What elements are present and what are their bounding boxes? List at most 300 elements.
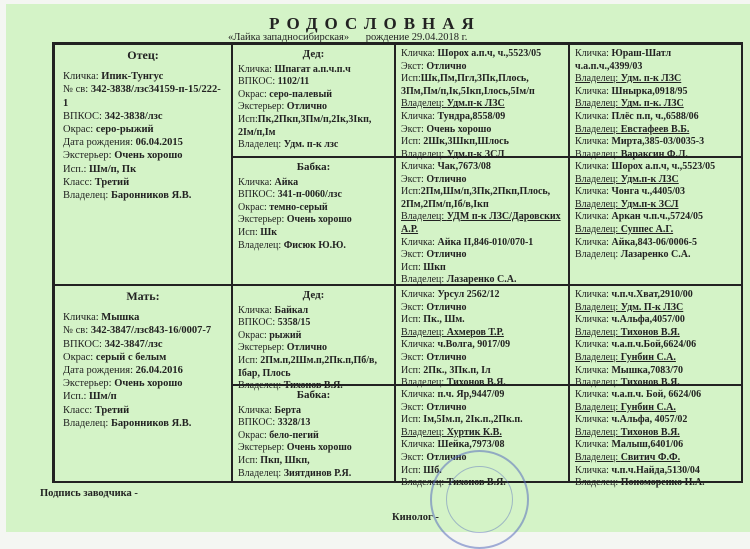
field-label: Кличка: — [401, 289, 438, 300]
field-label: Владелец: — [401, 274, 447, 286]
field-label: Исп: — [401, 364, 424, 376]
field-value: Пк,2Пкп,3Пм/п,2Iк,3Iкп, 2Iм/п,Iм — [238, 113, 372, 138]
field-label: Владелец: — [575, 249, 621, 261]
field-label: Окрас: — [63, 124, 96, 136]
field-label: Класс: — [63, 176, 95, 188]
field-value: Очень хорошо — [114, 150, 183, 162]
field-value: 2Пм.п,2Шм.п,2Пк.п,Пб/в, Iбар, Плось — [238, 354, 377, 379]
field-value: Отлично — [426, 351, 467, 363]
pedigree-line — [575, 365, 737, 378]
field-label: Владелец: — [575, 198, 621, 210]
field-value: Шк,Пм,Пгл,3Пк,Плось, 3Пм,Пм/п,Iк,5Iкп,Iлось,5Iм/п — [401, 73, 535, 97]
field-label: Экст: — [401, 60, 427, 72]
field-label: Владелец: — [575, 123, 621, 135]
field-value: Чак,7673/08 — [437, 161, 491, 172]
field-value: Отлично — [426, 60, 467, 72]
field-value: Гунбин С.А. — [620, 401, 676, 413]
field-label: ВПКОС: — [238, 317, 278, 329]
pedigree-line — [238, 76, 389, 89]
field-label: Кличка: — [575, 48, 612, 59]
field-value: Тихонов В.Я. — [620, 326, 680, 338]
field-value: Шкп — [423, 261, 446, 273]
field-label: ВПКОС: — [238, 76, 278, 88]
pedigree-line — [401, 111, 563, 124]
breeder-signature-label: Подпись заводчика - — [40, 488, 138, 499]
field-value: Шорох а.п.ч, ч.,5523/05 — [437, 48, 542, 59]
field-label: № св: — [63, 325, 91, 337]
field-label: Владелец: — [401, 98, 447, 110]
field-value: Лазаренко С.А. — [620, 249, 691, 261]
pedigree-line — [575, 186, 737, 199]
field-label: ВПКОС: — [238, 189, 278, 201]
pedigree-line — [575, 211, 737, 224]
pedigree-line — [575, 427, 737, 440]
pedigree-line — [63, 176, 223, 189]
pedigree-line — [401, 174, 563, 187]
pedigree-line — [63, 324, 223, 337]
field-label: Кличка: — [63, 312, 102, 324]
pedigree-line — [575, 414, 737, 427]
field-value: ч.Альфа, 4057/02 — [611, 414, 688, 426]
field-label: Владелец: — [575, 98, 621, 110]
field-label: Кличка: — [575, 464, 612, 476]
field-label: № св: — [63, 84, 91, 96]
pedigree-line — [63, 189, 223, 202]
field-value: Берта — [274, 404, 301, 416]
pedigree-line — [238, 330, 389, 343]
field-label: Владелец: — [575, 173, 621, 185]
field-label: Исп: — [401, 314, 424, 326]
pedigree-line — [575, 314, 737, 327]
field-label: Кличка: — [401, 439, 438, 451]
field-value: 342-3847/лзс — [104, 338, 163, 350]
field-value: Шм/п, Пк — [89, 163, 137, 175]
pedigree-line — [401, 262, 563, 275]
pedigree-line — [238, 355, 389, 380]
pedigree-line — [401, 302, 563, 315]
great-grandparents-cell — [569, 385, 743, 489]
field-value: Удм. п-к. ЛЗС — [620, 98, 684, 110]
field-value: Отлично — [286, 101, 327, 113]
field-value: п.ч. Яр,9447/09 — [437, 389, 505, 400]
field-label: Владелец: — [63, 190, 111, 202]
field-label: Владелец: — [238, 467, 284, 479]
great-grandparents-cell — [395, 44, 569, 160]
field-label: Окрас: — [63, 351, 96, 363]
document-title: РОДОСЛОВНАЯ — [269, 14, 481, 33]
field-label: Кличка: — [575, 339, 612, 351]
field-label: Владелец: — [238, 139, 284, 151]
field-value: Свитич Ф.Ф. — [620, 451, 681, 463]
pedigree-line — [63, 351, 223, 364]
field-value: Аркан ч.п.ч.,5724/05 — [611, 211, 703, 223]
cell-heading: Бабка: — [296, 389, 331, 401]
pedigree-line — [63, 311, 223, 324]
field-value: Айка — [274, 176, 299, 188]
pedigree-line — [401, 389, 563, 402]
field-value: Шейка,7973/08 — [437, 439, 505, 451]
pedigree-line — [401, 414, 563, 427]
pedigree-line — [575, 402, 737, 415]
field-value: Баронников Я.В. — [110, 417, 192, 429]
field-value: рыжий — [269, 329, 302, 341]
field-label: ВПКОС: — [63, 338, 105, 350]
pedigree-line — [401, 136, 563, 149]
paternal-grandmother-cell — [232, 157, 395, 285]
field-label: Кличка: — [401, 389, 438, 400]
field-value: Отлично — [426, 451, 467, 463]
field-value: Третий — [94, 176, 130, 188]
field-label: Исп: — [238, 354, 261, 366]
pedigree-line — [63, 417, 223, 430]
field-label: Исп: — [401, 73, 421, 85]
field-label: Дата рождения: — [63, 365, 136, 377]
field-value: Мирта,385-03/0035-3 — [611, 136, 705, 148]
field-value: Мышка,7083/70 — [611, 364, 684, 376]
pedigree-line — [401, 48, 563, 61]
field-value: Удм. п-к ЛЗС — [620, 73, 682, 85]
great-grandparents-cell — [395, 285, 569, 389]
field-value: ч.а.п.ч. Бой, 6624/06 — [611, 389, 702, 400]
pedigree-line — [401, 352, 563, 365]
field-value: Гунбин С.А. — [620, 351, 676, 363]
pedigree-line — [238, 405, 389, 418]
pedigree-line — [238, 89, 389, 102]
field-value: Удм.п-к ЗСЛ — [620, 198, 679, 210]
pedigree-line — [575, 73, 737, 86]
field-label: Исп: — [238, 113, 258, 125]
field-value: ч.а.п.ч.Бой,6624/06 — [611, 339, 697, 351]
field-value: Тихонов В.Я. — [446, 377, 506, 389]
great-grandparents-cell — [395, 157, 569, 285]
field-value: Очень хорошо — [286, 442, 352, 454]
pedigree-line — [575, 174, 737, 187]
pedigree-line — [238, 114, 389, 139]
field-label: Экстерьер: — [63, 150, 115, 162]
pedigree-line — [401, 249, 563, 262]
pedigree-line — [575, 237, 737, 250]
field-label: Кличка: — [238, 404, 275, 416]
great-grandparents-cell — [569, 157, 743, 285]
field-label: Владелец: — [575, 377, 621, 389]
field-label: Кличка: — [401, 339, 438, 351]
field-value: Урсул 2562/12 — [437, 289, 500, 300]
cell-heading: Мать: — [126, 289, 160, 303]
pedigree-line — [238, 417, 389, 430]
pedigree-line — [575, 465, 737, 478]
field-value: 2Пм,Шм/п,3Пк,2Пкп,Плось, 2Пм,2Пм/п,Iб/в,Iкп — [401, 186, 551, 210]
field-value: 342-3847/лзс843-16/0007-7 — [90, 325, 212, 337]
field-value: 2Пк., 3Пк.п, Iл — [423, 364, 491, 376]
pedigree-line — [63, 136, 223, 149]
field-value: Юраш-Шатл ч.а.п.ч.,4399/03 — [575, 48, 672, 72]
pedigree-line — [238, 442, 389, 455]
pedigree-line — [575, 477, 737, 490]
field-label: Экст: — [401, 249, 427, 261]
field-label: Кличка: — [401, 236, 438, 248]
field-value: ч.Альфа,4057/00 — [611, 314, 685, 326]
field-label: Владелец: — [238, 380, 284, 392]
field-value: Тихонов В.Я. — [620, 426, 680, 438]
field-label: Кличка: — [238, 304, 275, 316]
field-value: Отлично — [426, 301, 467, 313]
pedigree-line — [401, 402, 563, 415]
field-value: серый с белым — [95, 351, 167, 363]
field-value: Очень хорошо — [286, 214, 352, 226]
pedigree-line — [238, 64, 389, 77]
field-value: Тихонов В.Я. — [283, 380, 343, 392]
field-label: Исп: — [401, 136, 424, 148]
field-value: Удм.п-к ЗСЛ — [446, 148, 505, 160]
field-label: Экст: — [401, 301, 427, 313]
pedigree-line — [238, 342, 389, 355]
field-label: Экстерьер: — [238, 101, 287, 113]
pedigree-line — [63, 163, 223, 176]
field-label: Владелец: — [575, 326, 621, 338]
field-label: Кличка: — [401, 161, 438, 172]
pedigree-line — [575, 302, 737, 315]
field-label: Экст: — [401, 351, 427, 363]
maternal-grandfather-cell — [232, 285, 395, 392]
field-label: Экстерьер: — [238, 442, 287, 454]
field-value: Пономоренко Н.А. — [620, 477, 705, 489]
field-label: Владелец: — [575, 451, 621, 463]
field-label: Владелец: — [401, 477, 447, 489]
field-label: Окрас: — [238, 329, 270, 341]
field-value: Третий — [94, 404, 130, 416]
field-value: Удм. П-к ЛЗС — [620, 301, 684, 313]
pedigree-line — [575, 389, 737, 402]
field-value: серо-палевый — [269, 88, 333, 100]
field-label: Кличка: — [575, 414, 612, 426]
field-value: 5358/15 — [277, 317, 311, 329]
pedigree-line — [575, 224, 737, 237]
breed-name: «Лайка западносибирская» — [228, 32, 350, 43]
pedigree-line — [401, 365, 563, 378]
pedigree-line — [238, 202, 389, 215]
field-value: Мышка — [101, 312, 140, 324]
pedigree-line — [238, 189, 389, 202]
field-label: Кличка: — [575, 236, 612, 248]
pedigree-line — [63, 110, 223, 123]
field-value: Шм/п — [89, 391, 117, 403]
field-label: Кличка: — [575, 161, 612, 172]
paternal-grandfather-cell — [232, 44, 395, 157]
field-value: Чонга ч.,4405/03 — [611, 186, 686, 198]
great-grandparents-cell — [569, 285, 743, 389]
field-value: Отлично — [286, 342, 327, 354]
cynologist-signature-label: Кинолог - — [392, 512, 439, 523]
pedigree-line — [575, 249, 737, 262]
field-label: Кличка: — [575, 289, 612, 300]
pedigree-line — [575, 199, 737, 212]
great-grandparents-cell — [569, 44, 743, 160]
pedigree-line — [401, 124, 563, 137]
pedigree-line — [575, 136, 737, 149]
pedigree-line — [401, 211, 563, 236]
field-value: 342-3838/лзс34159-п-15/222-1 — [63, 84, 221, 109]
pedigree-table — [52, 42, 743, 489]
field-label: Владелец: — [401, 377, 447, 389]
field-label: Исп: — [401, 261, 424, 273]
pedigree-line — [401, 427, 563, 440]
field-label: Владелец: — [575, 301, 621, 313]
field-value: Евстафеев В.Б. — [620, 123, 690, 135]
pedigree-line — [401, 289, 563, 302]
pedigree-line — [238, 227, 389, 240]
field-label: Экст: — [401, 401, 427, 413]
field-value: Тихонов В.Я. — [620, 377, 680, 389]
field-value: УДМ п-к ЛЗС/Даровских А.Р. — [401, 211, 561, 235]
field-value: 06.04.2015 — [135, 137, 183, 149]
field-value: Очень хорошо — [426, 123, 492, 135]
pedigree-line — [238, 101, 389, 114]
field-label: Кличка: — [575, 389, 612, 400]
field-label: Исп: — [401, 464, 424, 476]
pedigree-line — [575, 111, 737, 124]
pedigree-line — [401, 161, 563, 174]
field-label: Окрас: — [238, 201, 270, 213]
pedigree-line — [63, 149, 223, 162]
field-label: Владелец: — [575, 223, 621, 235]
field-value: Суппес А.Г. — [620, 223, 674, 235]
cell-heading: Бабка: — [296, 161, 331, 173]
pedigree-line — [575, 327, 737, 340]
pedigree-line — [401, 73, 563, 98]
field-label: Владелец: — [575, 477, 621, 489]
pedigree-line — [401, 327, 563, 340]
field-label: Дата рождения: — [63, 137, 136, 149]
field-label: Владелец: — [401, 426, 447, 438]
field-value: Удм. п-к лзс — [283, 139, 339, 151]
father-cell — [54, 44, 232, 285]
field-label: Исп: — [238, 454, 261, 466]
field-label: Владелец: — [63, 417, 111, 429]
pedigree-line — [238, 468, 389, 481]
field-value: Шнырка,0918/95 — [611, 85, 688, 97]
pedigree-line — [63, 404, 223, 417]
pedigree-line — [238, 455, 389, 468]
field-value: Лазаренко С.А. — [446, 274, 517, 286]
field-label: Владелец: — [575, 426, 621, 438]
field-value: Малыш,6401/06 — [611, 439, 684, 451]
field-label: Владелец: — [575, 401, 621, 413]
pedigree-line — [575, 161, 737, 174]
pedigree-line — [575, 48, 737, 73]
field-label: Кличка: — [575, 211, 612, 223]
cell-heading: Дед: — [302, 48, 325, 60]
field-value: Iм,5Iм.п, 2Iк.п.,2Пк.п. — [423, 414, 523, 426]
maternal-grandmother-cell — [232, 385, 395, 483]
pedigree-line — [238, 305, 389, 318]
field-label: Кличка: — [575, 186, 612, 198]
field-value: Шпагат а.п.ч.п.ч — [274, 63, 351, 75]
field-label: Экст: — [401, 173, 427, 185]
birth-date: рождение 29.04.2018 г. — [365, 32, 468, 43]
field-label: Кличка: — [238, 63, 275, 75]
field-label: Экстерьер: — [63, 378, 115, 390]
field-value: Айка II,846-010/070-1 — [437, 236, 534, 248]
pedigree-line — [401, 237, 563, 250]
field-value: Отлично — [426, 401, 467, 413]
field-value: Хуртик К.В. — [446, 426, 502, 438]
cell-heading: Дед: — [302, 289, 325, 301]
field-label: Исп: — [238, 226, 261, 238]
field-label: Кличка: — [575, 439, 612, 451]
pedigree-line — [575, 339, 737, 352]
field-value: Удм.п-к ЛЗС — [620, 173, 679, 185]
field-label: Владелец: — [238, 239, 284, 251]
field-value: 1102/11 — [277, 76, 310, 88]
field-value: Очень хорошо — [114, 378, 183, 390]
field-value: 3328/13 — [277, 417, 311, 429]
field-value: Пк., Шм. — [423, 314, 465, 326]
field-value: Плёс п.п, ч.,6588/06 — [611, 110, 699, 122]
pedigree-line — [238, 317, 389, 330]
pedigree-line — [238, 177, 389, 190]
field-label: Кличка: — [575, 110, 612, 122]
pedigree-line — [238, 139, 389, 152]
pedigree-line — [401, 61, 563, 74]
field-label: Окрас: — [238, 88, 270, 100]
field-label: Исп.: — [63, 163, 90, 175]
field-value: Айка,843-06/0006-5 — [611, 236, 698, 248]
pedigree-line — [238, 430, 389, 443]
field-label: Класс: — [63, 404, 95, 416]
field-label: Экстерьер: — [238, 214, 287, 226]
pedigree-line — [575, 352, 737, 365]
field-value: Пкп, Шкп, — [260, 454, 310, 466]
field-label: Кличка: — [238, 176, 275, 188]
pedigree-line — [63, 338, 223, 351]
field-value: 342-3838/лзс — [104, 110, 163, 122]
pedigree-line — [63, 364, 223, 377]
field-value: Шорох а.п.ч, ч.,5523/05 — [611, 161, 716, 172]
pedigree-line — [238, 214, 389, 227]
pedigree-line — [63, 70, 223, 83]
pedigree-line — [63, 123, 223, 136]
field-label: Экстерьер: — [238, 342, 287, 354]
field-label: Исп.: — [63, 391, 90, 403]
field-value: ч.п.ч.Хват,2910/00 — [611, 289, 693, 300]
field-label: Владелец: — [575, 73, 621, 85]
field-value: 341-п-0060/лзс — [277, 189, 342, 201]
pedigree-line — [575, 439, 737, 452]
field-value: Шк — [260, 226, 278, 238]
field-value: Тундра,8558/09 — [437, 110, 506, 122]
field-value: Байкал — [274, 304, 309, 316]
field-label: Кличка: — [401, 110, 438, 122]
pedigree-line — [575, 98, 737, 111]
field-label: Кличка: — [575, 85, 612, 97]
field-label: Кличка: — [63, 71, 102, 83]
field-value: Баронников Я.В. — [110, 190, 192, 202]
pedigree-line — [238, 240, 389, 253]
field-value: Ипик-Тунгус — [101, 71, 164, 83]
field-label: Экст: — [401, 123, 427, 135]
field-label: Окрас: — [238, 429, 270, 441]
pedigree-line — [575, 86, 737, 99]
field-value: 2Шк,3Шкп,Шлось — [423, 136, 509, 148]
field-label: Владелец: — [401, 148, 447, 160]
field-label: ВПКОС: — [238, 417, 278, 429]
club-stamp — [430, 450, 529, 549]
field-value: Шб. — [423, 464, 442, 476]
field-label: Кличка: — [575, 364, 612, 376]
field-value: Ахмеров Т.Р. — [446, 326, 504, 338]
pedigree-line — [401, 186, 563, 211]
pedigree-line — [575, 289, 737, 302]
